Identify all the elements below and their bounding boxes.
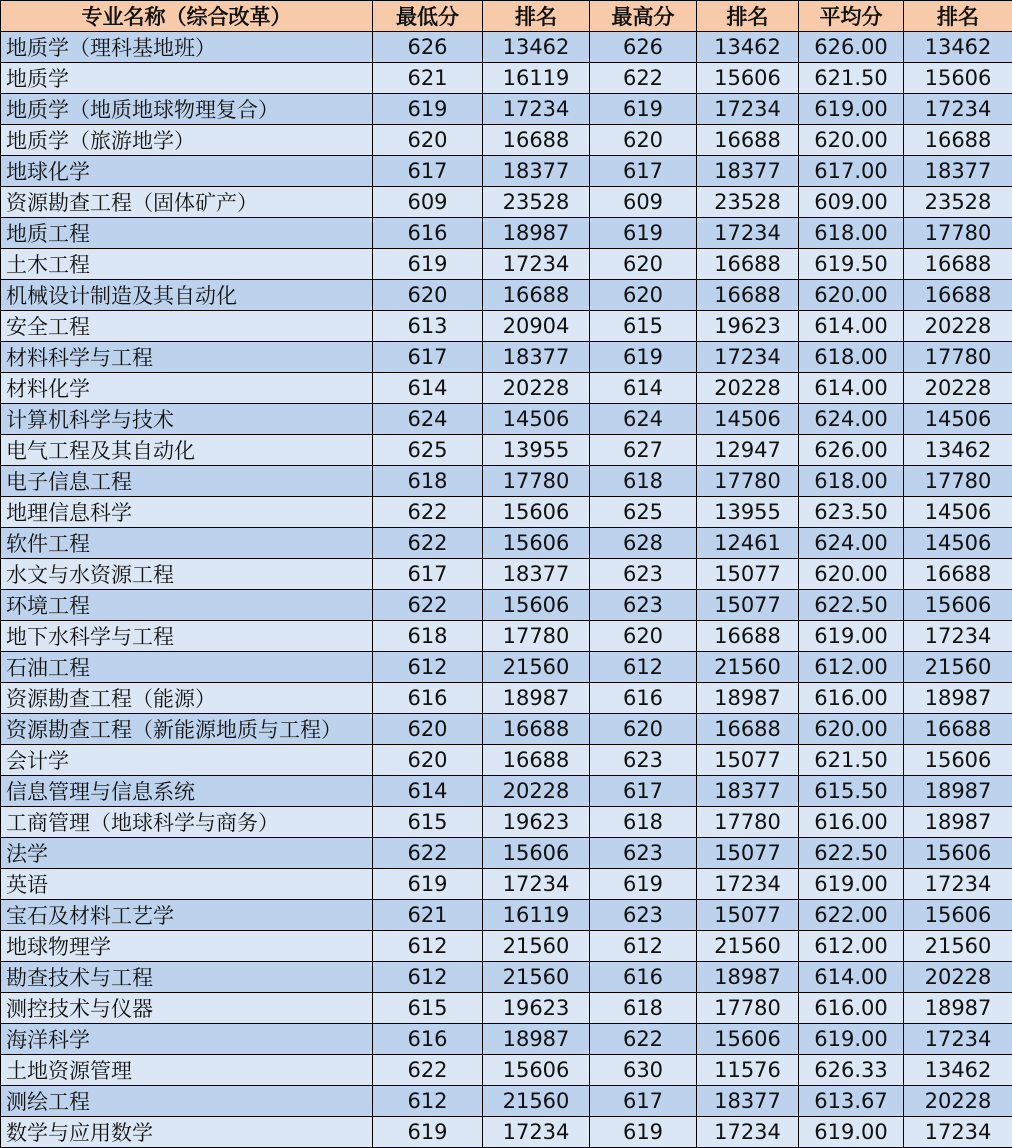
cell-min-score: 616 (373, 1024, 483, 1055)
table-row (1, 342, 1012, 373)
cell-avg-rank: 15606 (904, 63, 1012, 94)
cell-min-rank: 16119 (483, 63, 590, 94)
cell-major-name: 数学与应用数学 (1, 1117, 373, 1148)
cell-min-score: 612 (373, 1086, 483, 1117)
cell-min-rank: 17234 (483, 94, 590, 125)
cell-min-score: 613 (373, 311, 483, 342)
cell-min-score: 609 (373, 187, 483, 218)
cell-avg-score: 622.50 (799, 838, 904, 869)
cell-avg-score: 617.00 (799, 156, 904, 187)
cell-min-score: 622 (373, 590, 483, 621)
cell-avg-rank: 17780 (904, 466, 1012, 497)
cell-max-score: 616 (590, 962, 697, 993)
cell-max-rank: 14506 (697, 404, 799, 435)
cell-min-rank: 20904 (483, 311, 590, 342)
cell-max-score: 626 (590, 32, 697, 63)
cell-max-rank: 20228 (697, 373, 799, 404)
cell-max-rank: 17780 (697, 807, 799, 838)
cell-max-rank: 13462 (697, 32, 799, 63)
cell-major-name: 资源勘查工程（固体矿产） (1, 187, 373, 218)
cell-min-rank: 15606 (483, 528, 590, 559)
cell-avg-rank: 16688 (904, 280, 1012, 311)
header-max-score: 最高分 (590, 1, 697, 32)
table-row (1, 94, 1012, 125)
cell-min-score: 618 (373, 466, 483, 497)
cell-major-name: 海洋科学 (1, 1024, 373, 1055)
cell-avg-score: 626.33 (799, 1055, 904, 1086)
cell-major-name: 地球物理学 (1, 931, 373, 962)
cell-max-rank: 16688 (697, 621, 799, 652)
header-avg-rank: 排名 (904, 1, 1012, 32)
cell-min-rank: 13462 (483, 32, 590, 63)
cell-min-score: 622 (373, 838, 483, 869)
table-row (1, 1024, 1012, 1055)
cell-max-rank: 21560 (697, 652, 799, 683)
cell-avg-rank: 18987 (904, 683, 1012, 714)
cell-max-rank: 15077 (697, 559, 799, 590)
cell-major-name: 材料科学与工程 (1, 342, 373, 373)
cell-max-score: 623 (590, 900, 697, 931)
cell-min-score: 612 (373, 652, 483, 683)
cell-max-rank: 15077 (697, 838, 799, 869)
table-row (1, 497, 1012, 528)
cell-avg-score: 618.00 (799, 342, 904, 373)
cell-min-rank: 18377 (483, 342, 590, 373)
cell-max-score: 622 (590, 1024, 697, 1055)
cell-max-score: 620 (590, 280, 697, 311)
cell-max-score: 618 (590, 993, 697, 1024)
cell-max-rank: 18377 (697, 776, 799, 807)
cell-major-name: 软件工程 (1, 528, 373, 559)
cell-major-name: 地质学（地质地球物理复合） (1, 94, 373, 125)
cell-avg-rank: 18377 (904, 156, 1012, 187)
cell-avg-score: 622.50 (799, 590, 904, 621)
cell-major-name: 环境工程 (1, 590, 373, 621)
header-max-rank: 排名 (697, 1, 799, 32)
cell-max-score: 619 (590, 218, 697, 249)
cell-avg-rank: 16688 (904, 249, 1012, 280)
cell-avg-rank: 17234 (904, 1117, 1012, 1148)
header-avg-score: 平均分 (799, 1, 904, 32)
table-row (1, 838, 1012, 869)
cell-avg-rank: 20228 (904, 962, 1012, 993)
table-row (1, 590, 1012, 621)
cell-avg-rank: 17780 (904, 342, 1012, 373)
table-row (1, 559, 1012, 590)
cell-min-rank: 21560 (483, 1086, 590, 1117)
cell-avg-score: 620.00 (799, 125, 904, 156)
cell-avg-rank: 17234 (904, 621, 1012, 652)
cell-major-name: 会计学 (1, 745, 373, 776)
cell-major-name: 宝石及材料工艺学 (1, 900, 373, 931)
cell-min-rank: 18987 (483, 683, 590, 714)
cell-max-score: 612 (590, 652, 697, 683)
cell-max-score: 623 (590, 745, 697, 776)
cell-max-score: 617 (590, 1086, 697, 1117)
cell-max-score: 628 (590, 528, 697, 559)
cell-min-score: 619 (373, 94, 483, 125)
cell-min-score: 620 (373, 745, 483, 776)
table-row (1, 466, 1012, 497)
cell-major-name: 地质学 (1, 63, 373, 94)
cell-avg-score: 618.00 (799, 466, 904, 497)
cell-min-rank: 17234 (483, 249, 590, 280)
cell-min-rank: 21560 (483, 652, 590, 683)
cell-avg-score: 616.00 (799, 683, 904, 714)
cell-major-name: 地球化学 (1, 156, 373, 187)
cell-min-rank: 23528 (483, 187, 590, 218)
table-header (1, 1, 1012, 32)
table-row (1, 404, 1012, 435)
cell-max-rank: 16688 (697, 125, 799, 156)
cell-major-name: 石油工程 (1, 652, 373, 683)
cell-min-score: 621 (373, 900, 483, 931)
cell-max-rank: 23528 (697, 187, 799, 218)
cell-max-rank: 18377 (697, 1086, 799, 1117)
cell-major-name: 地下水科学与工程 (1, 621, 373, 652)
cell-min-rank: 21560 (483, 931, 590, 962)
cell-avg-score: 612.00 (799, 931, 904, 962)
cell-avg-score: 614.00 (799, 311, 904, 342)
cell-min-score: 624 (373, 404, 483, 435)
cell-min-score: 616 (373, 683, 483, 714)
cell-avg-rank: 23528 (904, 187, 1012, 218)
cell-min-rank: 15606 (483, 497, 590, 528)
cell-min-score: 617 (373, 559, 483, 590)
cell-avg-rank: 21560 (904, 931, 1012, 962)
cell-avg-rank: 17234 (904, 94, 1012, 125)
cell-max-score: 618 (590, 807, 697, 838)
cell-avg-score: 623.50 (799, 497, 904, 528)
header-min-score: 最低分 (373, 1, 483, 32)
cell-avg-rank: 14506 (904, 528, 1012, 559)
table-row (1, 869, 1012, 900)
cell-major-name: 英语 (1, 869, 373, 900)
cell-min-score: 619 (373, 869, 483, 900)
cell-avg-rank: 15606 (904, 838, 1012, 869)
cell-min-score: 615 (373, 807, 483, 838)
cell-avg-rank: 16688 (904, 559, 1012, 590)
table-row (1, 156, 1012, 187)
cell-min-rank: 17780 (483, 621, 590, 652)
cell-max-score: 627 (590, 435, 697, 466)
table-row (1, 962, 1012, 993)
table-row (1, 1055, 1012, 1086)
cell-min-score: 618 (373, 621, 483, 652)
header-major-name: 专业名称（综合改革） (1, 1, 373, 32)
cell-min-rank: 18377 (483, 156, 590, 187)
cell-avg-score: 616.00 (799, 807, 904, 838)
cell-major-name: 计算机科学与技术 (1, 404, 373, 435)
cell-avg-rank: 13462 (904, 435, 1012, 466)
cell-min-score: 622 (373, 528, 483, 559)
cell-max-rank: 17234 (697, 1117, 799, 1148)
cell-major-name: 地质工程 (1, 218, 373, 249)
cell-min-rank: 15606 (483, 590, 590, 621)
cell-min-score: 617 (373, 342, 483, 373)
table-row (1, 931, 1012, 962)
cell-major-name: 电气工程及其自动化 (1, 435, 373, 466)
cell-avg-score: 614.00 (799, 373, 904, 404)
table-row (1, 714, 1012, 745)
cell-min-score: 612 (373, 962, 483, 993)
cell-avg-score: 622.00 (799, 900, 904, 931)
cell-avg-score: 619.00 (799, 621, 904, 652)
cell-max-rank: 17780 (697, 993, 799, 1024)
cell-min-rank: 19623 (483, 993, 590, 1024)
cell-avg-score: 613.67 (799, 1086, 904, 1117)
cell-major-name: 资源勘查工程（能源） (1, 683, 373, 714)
cell-min-score: 622 (373, 497, 483, 528)
cell-max-rank: 18987 (697, 683, 799, 714)
cell-avg-rank: 20228 (904, 1086, 1012, 1117)
cell-min-rank: 20228 (483, 373, 590, 404)
cell-major-name: 工商管理（地球科学与商务） (1, 807, 373, 838)
cell-min-rank: 17780 (483, 466, 590, 497)
cell-avg-score: 620.00 (799, 714, 904, 745)
cell-max-score: 630 (590, 1055, 697, 1086)
table-row (1, 63, 1012, 94)
cell-avg-score: 618.00 (799, 218, 904, 249)
table-row (1, 621, 1012, 652)
cell-max-rank: 15077 (697, 590, 799, 621)
table-row (1, 745, 1012, 776)
cell-major-name: 水文与水资源工程 (1, 559, 373, 590)
cell-major-name: 地质学（理科基地班） (1, 32, 373, 63)
table-row (1, 187, 1012, 218)
cell-min-score: 616 (373, 218, 483, 249)
cell-avg-score: 621.50 (799, 63, 904, 94)
cell-avg-rank: 13462 (904, 32, 1012, 63)
table-row (1, 32, 1012, 63)
cell-avg-score: 619.50 (799, 249, 904, 280)
cell-avg-score: 624.00 (799, 404, 904, 435)
cell-avg-rank: 15606 (904, 590, 1012, 621)
cell-min-score: 617 (373, 156, 483, 187)
cell-min-score: 619 (373, 249, 483, 280)
cell-max-rank: 19623 (697, 311, 799, 342)
table-body (1, 32, 1012, 1148)
cell-max-score: 619 (590, 342, 697, 373)
table-row (1, 528, 1012, 559)
cell-max-rank: 17234 (697, 342, 799, 373)
cell-major-name: 土木工程 (1, 249, 373, 280)
cell-avg-score: 619.00 (799, 869, 904, 900)
cell-max-score: 616 (590, 683, 697, 714)
cell-max-score: 623 (590, 559, 697, 590)
cell-min-rank: 15606 (483, 838, 590, 869)
header-min-rank: 排名 (483, 1, 590, 32)
cell-max-rank: 15077 (697, 900, 799, 931)
cell-min-score: 612 (373, 931, 483, 962)
cell-max-rank: 13955 (697, 497, 799, 528)
cell-max-score: 618 (590, 466, 697, 497)
cell-min-rank: 16688 (483, 714, 590, 745)
table-row (1, 249, 1012, 280)
cell-avg-score: 616.00 (799, 993, 904, 1024)
cell-avg-rank: 17780 (904, 218, 1012, 249)
table-row (1, 373, 1012, 404)
cell-max-score: 623 (590, 838, 697, 869)
cell-min-score: 620 (373, 280, 483, 311)
cell-max-score: 617 (590, 156, 697, 187)
cell-avg-score: 626.00 (799, 435, 904, 466)
cell-max-score: 620 (590, 714, 697, 745)
cell-max-rank: 15077 (697, 745, 799, 776)
cell-min-rank: 16119 (483, 900, 590, 931)
cell-avg-rank: 15606 (904, 745, 1012, 776)
cell-max-score: 620 (590, 249, 697, 280)
cell-min-rank: 17234 (483, 869, 590, 900)
cell-avg-rank: 16688 (904, 125, 1012, 156)
table-row (1, 311, 1012, 342)
cell-major-name: 地理信息科学 (1, 497, 373, 528)
cell-min-rank: 20228 (483, 776, 590, 807)
cell-avg-rank: 15606 (904, 900, 1012, 931)
cell-avg-score: 620.00 (799, 559, 904, 590)
cell-max-score: 619 (590, 1117, 697, 1148)
cell-avg-score: 614.00 (799, 962, 904, 993)
cell-min-score: 620 (373, 714, 483, 745)
cell-min-score: 614 (373, 776, 483, 807)
cell-max-score: 612 (590, 931, 697, 962)
cell-avg-rank: 21560 (904, 652, 1012, 683)
cell-max-rank: 16688 (697, 249, 799, 280)
cell-max-rank: 16688 (697, 280, 799, 311)
table-row (1, 125, 1012, 156)
cell-min-rank: 18987 (483, 218, 590, 249)
table-row (1, 652, 1012, 683)
cell-avg-score: 609.00 (799, 187, 904, 218)
cell-max-rank: 15606 (697, 63, 799, 94)
cell-avg-score: 612.00 (799, 652, 904, 683)
cell-avg-score: 619.00 (799, 94, 904, 125)
cell-max-rank: 17234 (697, 869, 799, 900)
cell-min-score: 626 (373, 32, 483, 63)
cell-major-name: 安全工程 (1, 311, 373, 342)
cell-min-score: 619 (373, 1117, 483, 1148)
cell-major-name: 电子信息工程 (1, 466, 373, 497)
table-row (1, 280, 1012, 311)
cell-major-name: 地质学（旅游地学） (1, 125, 373, 156)
cell-min-rank: 14506 (483, 404, 590, 435)
cell-max-rank: 17780 (697, 466, 799, 497)
cell-min-rank: 13955 (483, 435, 590, 466)
cell-max-score: 614 (590, 373, 697, 404)
cell-max-score: 619 (590, 869, 697, 900)
cell-max-score: 609 (590, 187, 697, 218)
table-row (1, 435, 1012, 466)
table-row (1, 1117, 1012, 1148)
cell-avg-score: 619.00 (799, 1024, 904, 1055)
cell-min-rank: 18987 (483, 1024, 590, 1055)
cell-max-score: 625 (590, 497, 697, 528)
cell-avg-rank: 17234 (904, 869, 1012, 900)
cell-avg-rank: 18987 (904, 993, 1012, 1024)
cell-major-name: 测绘工程 (1, 1086, 373, 1117)
cell-min-rank: 16688 (483, 125, 590, 156)
cell-avg-rank: 16688 (904, 714, 1012, 745)
cell-max-rank: 18987 (697, 962, 799, 993)
cell-major-name: 机械设计制造及其自动化 (1, 280, 373, 311)
cell-min-rank: 17234 (483, 1117, 590, 1148)
cell-max-rank: 21560 (697, 931, 799, 962)
cell-min-rank: 15606 (483, 1055, 590, 1086)
cell-min-rank: 19623 (483, 807, 590, 838)
cell-max-score: 615 (590, 311, 697, 342)
cell-min-score: 615 (373, 993, 483, 1024)
cell-major-name: 资源勘查工程（新能源地质与工程） (1, 714, 373, 745)
cell-avg-score: 615.50 (799, 776, 904, 807)
table-row (1, 683, 1012, 714)
table-row (1, 776, 1012, 807)
cell-max-score: 619 (590, 94, 697, 125)
cell-max-rank: 16688 (697, 714, 799, 745)
cell-avg-rank: 17234 (904, 1024, 1012, 1055)
cell-max-score: 622 (590, 63, 697, 94)
cell-max-rank: 12947 (697, 435, 799, 466)
cell-min-score: 614 (373, 373, 483, 404)
cell-avg-score: 621.50 (799, 745, 904, 776)
cell-avg-score: 619.00 (799, 1117, 904, 1148)
cell-max-rank: 12461 (697, 528, 799, 559)
cell-avg-rank: 18987 (904, 776, 1012, 807)
cell-max-rank: 17234 (697, 218, 799, 249)
cell-avg-score: 620.00 (799, 280, 904, 311)
cell-max-rank: 18377 (697, 156, 799, 187)
cell-min-score: 621 (373, 63, 483, 94)
cell-min-score: 620 (373, 125, 483, 156)
cell-max-score: 620 (590, 125, 697, 156)
cell-major-name: 信息管理与信息系统 (1, 776, 373, 807)
cell-max-score: 624 (590, 404, 697, 435)
cell-min-rank: 16688 (483, 280, 590, 311)
table-row (1, 900, 1012, 931)
cell-avg-rank: 20228 (904, 373, 1012, 404)
cell-max-score: 623 (590, 590, 697, 621)
cell-max-rank: 15606 (697, 1024, 799, 1055)
cell-avg-score: 626.00 (799, 32, 904, 63)
cell-avg-rank: 13462 (904, 1055, 1012, 1086)
table-row (1, 993, 1012, 1024)
cell-min-score: 622 (373, 1055, 483, 1086)
cell-major-name: 法学 (1, 838, 373, 869)
cell-avg-rank: 14506 (904, 497, 1012, 528)
table-row (1, 218, 1012, 249)
cell-major-name: 材料化学 (1, 373, 373, 404)
cell-avg-score: 624.00 (799, 528, 904, 559)
cell-avg-rank: 20228 (904, 311, 1012, 342)
cell-major-name: 勘查技术与工程 (1, 962, 373, 993)
cell-avg-rank: 14506 (904, 404, 1012, 435)
cell-max-score: 617 (590, 776, 697, 807)
cell-max-score: 620 (590, 621, 697, 652)
cell-min-score: 625 (373, 435, 483, 466)
cell-avg-rank: 18987 (904, 807, 1012, 838)
cell-major-name: 土地资源管理 (1, 1055, 373, 1086)
cell-min-rank: 21560 (483, 962, 590, 993)
cell-major-name: 测控技术与仪器 (1, 993, 373, 1024)
cell-min-rank: 16688 (483, 745, 590, 776)
header-row (1, 1, 1012, 32)
cell-max-rank: 17234 (697, 94, 799, 125)
table-row (1, 807, 1012, 838)
cell-min-rank: 18377 (483, 559, 590, 590)
cell-max-rank: 11576 (697, 1055, 799, 1086)
